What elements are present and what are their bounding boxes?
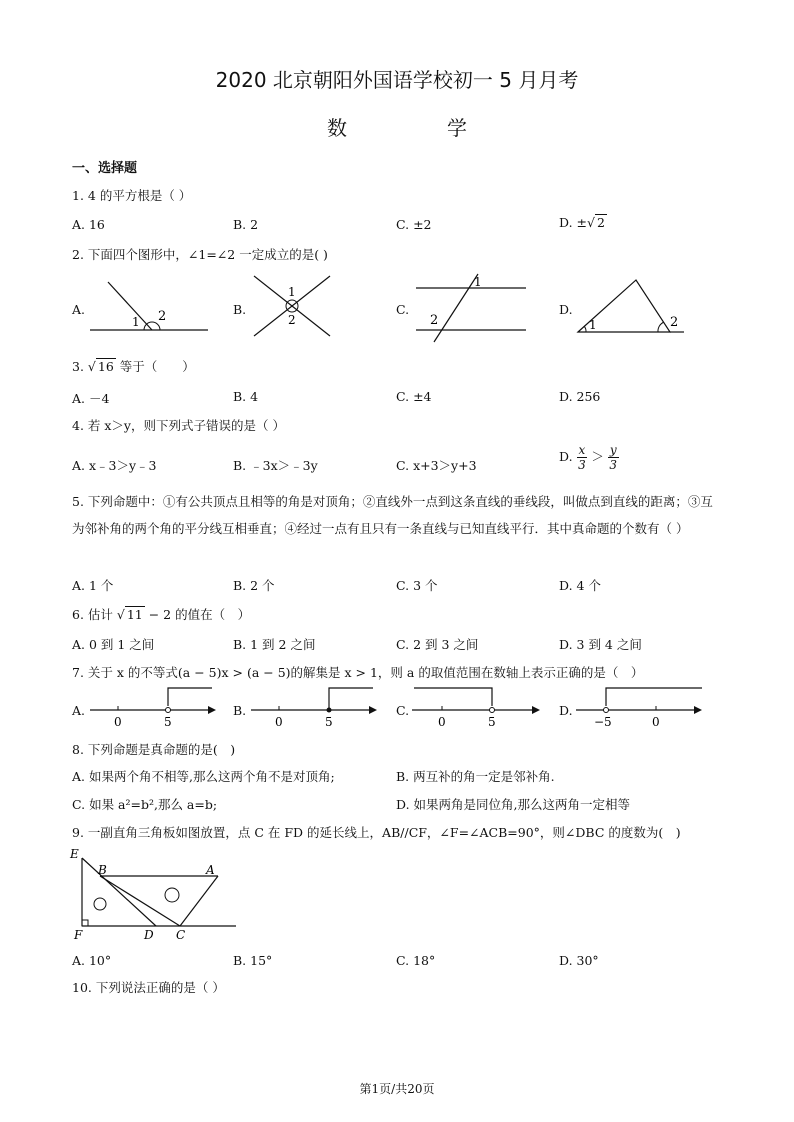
q5-option-b: B. 2 个 xyxy=(233,578,275,593)
q8-option-c: C. 如果 a²=b²,那么 a=b; xyxy=(72,797,218,812)
q7-option-d: D. xyxy=(559,703,573,718)
q3-option-a: A. －4 xyxy=(72,391,110,406)
q9-figure xyxy=(68,842,244,942)
q2-figure-a xyxy=(86,276,210,336)
q4-option-d: D. $\frac{x}{3}$ ＞ $\frac{y}{3}$ xyxy=(559,443,618,472)
q2-option-b: B. xyxy=(233,302,247,317)
q2-figure-d xyxy=(574,276,686,338)
q7-stem: 7. 关于 x 的不等式(a − 5)x > (a − 5)的解集是 x > 1，则 a 的取值范围在数轴上表示正确的是（ ） xyxy=(72,665,644,680)
svg-text:5: 5 xyxy=(164,715,172,728)
q7-option-c: C. xyxy=(396,703,410,718)
svg-text:1: 1 xyxy=(288,285,296,299)
q5-stem: 5. 下列命题中：①有公共顶点且相等的角是对顶角；②直线外一点到这条直线的垂线段，叫做点到直线的距离；③互为邻补角的两个角的平分线互相垂直；④经过一点有且只有一条直线与已知直线平行．其中真命题的个数有（ ） xyxy=(72,494,713,536)
q3-option-b: B. 4 xyxy=(233,389,259,404)
q8-stem: 8. 下列命题是真命题的是( ) xyxy=(72,742,236,757)
q9-option-d: D. 30° xyxy=(559,953,599,968)
q2-stem: 2. 下面四个图形中，∠1=∠2 一定成立的是( ) xyxy=(72,247,328,262)
svg-text:C: C xyxy=(176,928,186,942)
svg-text:E: E xyxy=(70,847,79,861)
q2-option-c: C. xyxy=(396,302,410,317)
q7-numberline-d xyxy=(574,686,708,728)
q2-option-a: A. xyxy=(72,302,86,317)
q6-option-a: A. 0 到 1 之间 xyxy=(72,637,155,652)
q10-stem: 10. 下列说法正确的是（ ） xyxy=(72,980,225,995)
q3-option-c: C. ±4 xyxy=(396,389,432,404)
q5-option-d: D. 4 个 xyxy=(559,578,601,593)
svg-text:0: 0 xyxy=(652,715,660,728)
q8-option-a: A. 如果两个角不相等,那么这两个角不是对顶角; xyxy=(72,769,335,784)
q9-option-c: C. 18° xyxy=(396,953,436,968)
svg-text:2: 2 xyxy=(670,315,679,330)
svg-text:0: 0 xyxy=(438,715,446,728)
page-title: 2020 北京朝阳外国语学校初一 5 月月考 xyxy=(215,68,579,92)
q4-stem: 4. 若 x＞y，则下列式子错误的是（ ） xyxy=(72,418,285,433)
q1-option-a: A. 16 xyxy=(72,217,105,232)
svg-text:2: 2 xyxy=(430,313,439,328)
q1-option-c: C. ±2 xyxy=(396,217,432,232)
q8-option-d: D. 如果两角是同位角,那么这两角一定相等 xyxy=(396,797,630,812)
q4-option-c: C. x+3＞y+3 xyxy=(396,458,477,473)
q5-option-a: A. 1 个 xyxy=(72,578,114,593)
q4-option-a: A. x﹣3＞y﹣3 xyxy=(72,458,157,473)
q7-numberline-a xyxy=(88,686,220,728)
q7-numberline-b xyxy=(249,686,381,728)
subject-title: 数 学 xyxy=(327,116,507,140)
svg-text:5: 5 xyxy=(488,715,496,728)
svg-text:5: 5 xyxy=(325,715,333,728)
q7-option-b: B. xyxy=(233,703,247,718)
q1-option-d: D. ±√ 2 xyxy=(559,215,605,230)
svg-text:B: B xyxy=(98,863,107,877)
q4-option-b: B. ﹣3x＞﹣3y xyxy=(233,458,318,473)
section-heading: 一、选择题 xyxy=(72,161,138,176)
q7-option-a: A. xyxy=(72,703,86,718)
q2-figure-b xyxy=(250,272,334,340)
q1-stem: 1. 4 的平方根是（ ） xyxy=(72,188,192,203)
q2-figure-c xyxy=(414,272,532,344)
q6-option-b: B. 1 到 2 之间 xyxy=(233,637,316,652)
svg-text:D: D xyxy=(144,928,154,942)
page-footer: 第1页/共20页 xyxy=(359,1082,435,1096)
svg-text:2: 2 xyxy=(288,313,296,327)
q5-option-c: C. 3 个 xyxy=(396,578,438,593)
q1-option-b: B. 2 xyxy=(233,217,259,232)
q6-stem: 6. 估计 √ 11 − 2 的值在（ ） xyxy=(72,607,251,622)
q8-option-b: B. 两互补的角一定是邻补角. xyxy=(396,769,555,784)
q2-option-d: D. xyxy=(559,302,573,317)
svg-text:1: 1 xyxy=(589,318,597,332)
q3-option-d: D. 256 xyxy=(559,389,601,404)
svg-text:−5: −5 xyxy=(594,715,612,728)
svg-text:0: 0 xyxy=(275,715,283,728)
q6-option-d: D. 3 到 4 之间 xyxy=(559,637,642,652)
svg-text:1: 1 xyxy=(474,275,482,289)
q7-numberline-c xyxy=(410,686,546,728)
svg-text:2: 2 xyxy=(158,309,167,324)
svg-text:A: A xyxy=(206,863,215,877)
q3-stem: 3. √ 16 等于（ ） xyxy=(72,359,195,374)
svg-text:0: 0 xyxy=(114,715,122,728)
q6-option-c: C. 2 到 3 之间 xyxy=(396,637,479,652)
svg-text:1: 1 xyxy=(132,315,140,329)
q9-option-b: B. 15° xyxy=(233,953,273,968)
q9-stem: 9. 一副直角三角板如图放置，点 C 在 FD 的延长线上，AB//CF，∠F=∠ACB=90°，则∠DBC 的度数为( ) xyxy=(72,825,681,840)
q9-option-a: A. 10° xyxy=(72,953,112,968)
svg-text:F: F xyxy=(74,928,83,942)
